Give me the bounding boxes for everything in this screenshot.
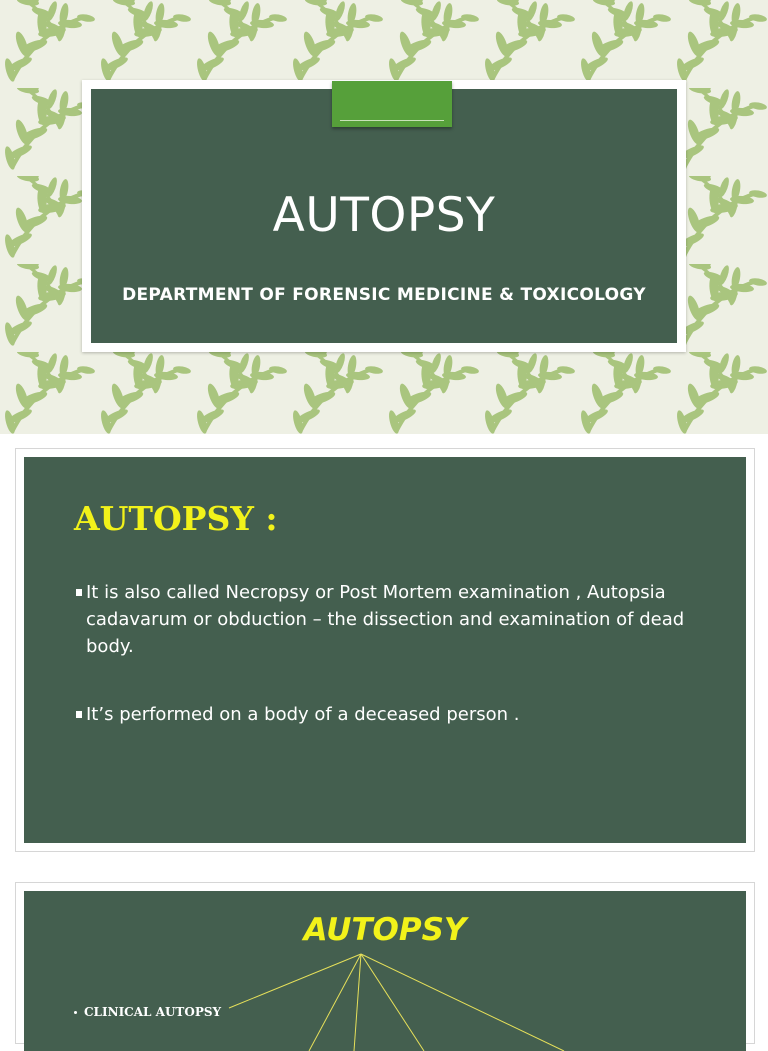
connector-lines	[24, 891, 746, 1051]
connector-line	[361, 954, 564, 1051]
connector-line	[354, 954, 361, 1051]
list-item	[74, 1004, 221, 1020]
definition-slide-body	[24, 457, 746, 843]
green-accent-tab	[332, 81, 452, 127]
slide-heading: AUTOPSY	[303, 912, 467, 948]
bullet-text: It’s performed on a body of a deceased person .	[86, 704, 520, 725]
definition-slide	[15, 448, 755, 852]
bullet-marker-icon	[76, 711, 82, 718]
connector-line	[309, 954, 361, 1051]
bullet-text: It is also called Necropsy or Post Mortem examination , Autopsia cadavarum or obduction – the dissection and examination of dead body.	[86, 582, 685, 657]
types-slide-body	[24, 891, 746, 1051]
title-slide	[0, 0, 768, 434]
bullet-item	[76, 579, 706, 660]
types-slide	[15, 882, 755, 1044]
slide-title: AUTOPSY	[272, 188, 496, 243]
bullet-marker-icon	[76, 589, 82, 596]
connector-line	[229, 954, 361, 1008]
title-box	[91, 89, 677, 343]
slide-subtitle: DEPARTMENT OF FORENSIC MEDICINE & TOXICOLOGY	[122, 285, 646, 305]
bullet-dot-icon	[74, 1011, 77, 1014]
bullet-item	[76, 701, 706, 728]
list-item-label: CLINICAL AUTOPSY	[84, 1005, 222, 1019]
title-frame	[82, 80, 686, 352]
slide-heading: AUTOPSY :	[74, 499, 278, 538]
